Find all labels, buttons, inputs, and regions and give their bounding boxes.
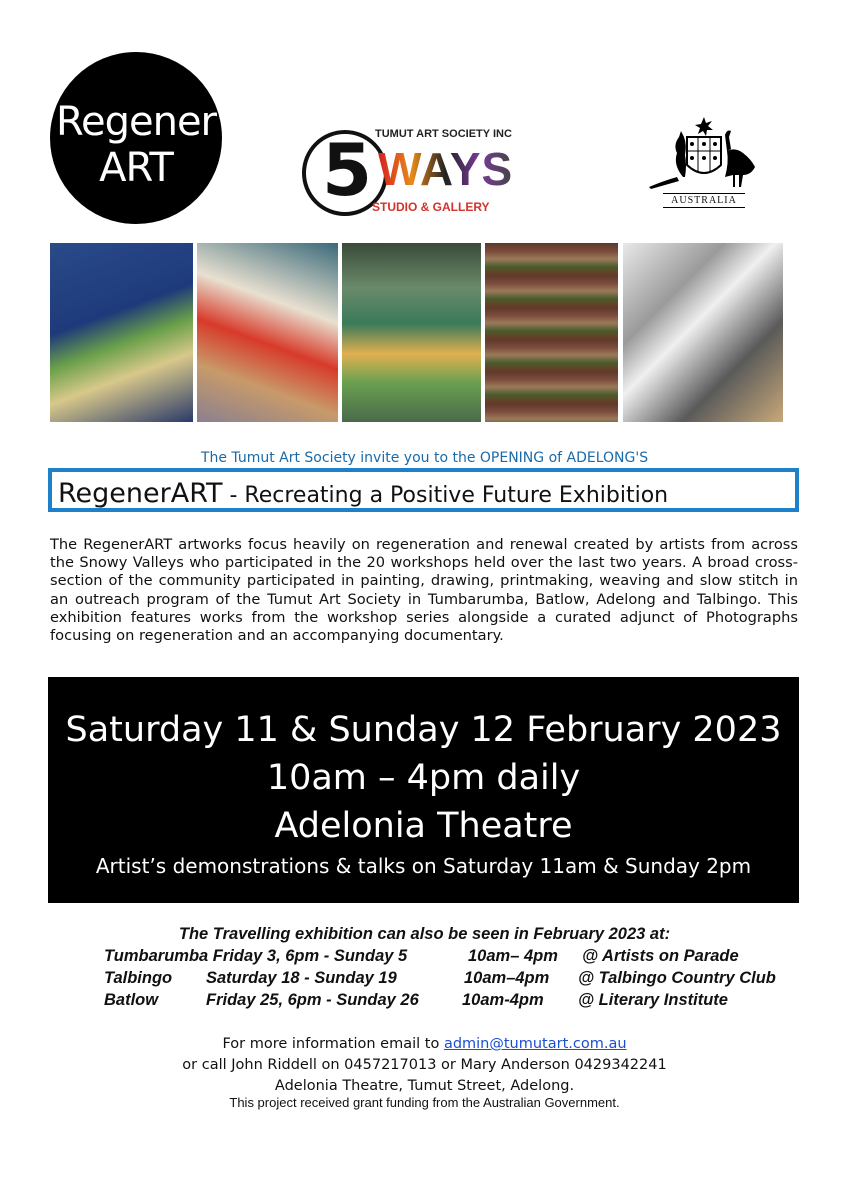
contact-email-prefix: For more information email to xyxy=(222,1036,444,1052)
contact-address: Adelonia Theatre, Tumut Street, Adelong. xyxy=(274,1078,575,1094)
invite-line: The Tumut Art Society invite you to the OPENING of ADELONG'S xyxy=(200,450,649,466)
contact-email-link[interactable]: admin@tumutart.com.au xyxy=(443,1036,627,1052)
travelling-hours: 10am–4pm xyxy=(464,969,550,987)
coat-of-arms-icon xyxy=(643,115,765,195)
travelling-venue: @ Talbingo Country Club xyxy=(578,969,776,987)
five-ways-number: 5 xyxy=(322,128,373,212)
australia-coat-of-arms-logo xyxy=(643,115,765,220)
five-ways-logo-top: TUMUT ART SOCIETY INC xyxy=(375,128,512,140)
travelling-dates: Friday 25, 6pm - Sunday 26 xyxy=(206,991,419,1009)
exhibition-title-sub: - Recreating a Positive Future Exhibition xyxy=(222,483,669,508)
travelling-venue: @ Literary Institute xyxy=(578,991,728,1009)
travelling-venue: @ Artists on Parade xyxy=(582,947,739,965)
regenerart-logo-line1: Regener xyxy=(55,99,216,145)
grant-acknowledgement: This project received grant funding from the Australian Government. xyxy=(229,1095,620,1110)
five-ways-logo xyxy=(300,120,514,220)
coat-of-arms-ribbon: AUSTRALIA xyxy=(663,193,745,208)
contact-phone-line: or call John Riddell on 0457217013 or Mary Anderson 0429342241 xyxy=(182,1057,667,1073)
travelling-row xyxy=(104,991,804,1013)
event-venue: Adelonia Theatre xyxy=(274,806,573,846)
five-ways-logo-sub: STUDIO & GALLERY xyxy=(372,200,490,214)
exhibition-title xyxy=(58,474,668,516)
travelling-town: Batlow xyxy=(104,991,159,1009)
workshop-photo-painting-hands xyxy=(50,243,193,422)
contact-block xyxy=(0,1034,849,1097)
workshop-photo-landscape-painting xyxy=(342,243,481,422)
travelling-heading: The Travelling exhibition can also be seen in February 2023 at: xyxy=(178,925,671,943)
workshop-photo-red-painting xyxy=(197,243,338,422)
travelling-town: Tumbarumba Friday 3, 6pm - Sunday 5 xyxy=(104,947,408,965)
travelling-hours: 10am– 4pm xyxy=(468,947,558,965)
regenerart-logo xyxy=(50,52,222,224)
five-ways-word: WAYS xyxy=(378,143,514,195)
exhibition-title-main: RegenerART xyxy=(58,478,223,509)
contact-email-line xyxy=(0,1034,849,1055)
travelling-town: Talbingo xyxy=(104,969,173,987)
event-time: 10am – 4pm daily xyxy=(266,758,581,798)
travelling-row xyxy=(104,947,804,969)
exhibition-description: The RegenerART artworks focus heavily on regeneration and renewal created by artists from across the Snowy Valleys who participated in the 20 workshops held over the last two years. A broad cross-section of the community participated in painting, drawing, printmaking, weaving and slow stitch in an outreach program of the Tumut Art Society in Tumbarumba, Batlow, Adelong and Talbingo. This exhibition features works from the workshop series alongside a curated adjunct of Photographs focusing on regeneration and an accompanying documentary. xyxy=(50,536,798,645)
travelling-hours: 10am-4pm xyxy=(462,991,544,1009)
workshop-photo-weaving xyxy=(485,243,618,422)
event-details-box xyxy=(48,677,799,903)
event-demonstrations: Artist’s demonstrations & talks on Saturday 11am & Sunday 2pm xyxy=(95,854,752,878)
travelling-dates: Saturday 18 - Sunday 19 xyxy=(206,969,397,987)
regenerart-logo-line2: ART xyxy=(99,145,173,191)
event-date: Saturday 11 & Sunday 12 February 2023 xyxy=(65,710,782,750)
workshop-photo-ink-drawing xyxy=(623,243,783,422)
travelling-row xyxy=(104,969,804,991)
